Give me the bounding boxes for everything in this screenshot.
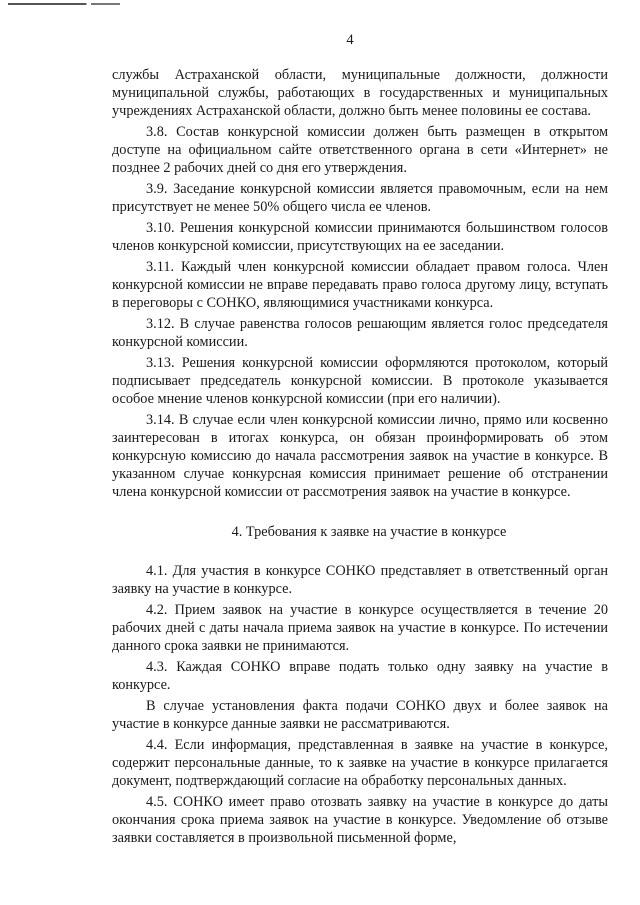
paragraph-4-3: 4.3. Каждая СОНКО вправе подать только одну заявку на участие в конкурсе. (112, 659, 608, 693)
document-body (112, 66, 608, 850)
paragraph-4-2: 4.2. Прием заявок на участие в конкурсе осуществляется в течение 20 рабочих дней с даты начала приема заявок на участие в конкурсе. По истечении данного срока заявки не принимаются. (112, 602, 608, 654)
section-heading: 4. Требования к заявке на участие в конкурсе (231, 524, 507, 540)
paragraph-3-13: 3.13. Решения конкурсной комиссии оформляются протоколом, который подписывает председатель конкурсной комиссии. В протоколе указывается особое мнение членов конкурсной комиссии (при его наличии). (112, 355, 608, 407)
paragraph-3-10: 3.10. Решения конкурсной комиссии принимаются большинством голосов членов конкурсной комиссии, присутствующих на ее заседании. (112, 220, 608, 254)
paragraph-3-8: 3.8. Состав конкурсной комиссии должен быть размещен в открытом доступе на официальном сайте ответственного органа в сети «Интернет» не позднее 2 рабочих дней со дня его утверждения. (112, 124, 608, 176)
paragraph-3-9: 3.9. Заседание конкурсной комиссии является правомочным, если на нем присутствует не менее 50% общего числа ее членов. (112, 181, 608, 215)
paragraph-3-12: 3.12. В случае равенства голосов решающим является голос председателя конкурсной комиссии. (112, 316, 608, 350)
scan-edge-mark (8, 3, 120, 5)
paragraph-4-4: 4.4. Если информация, представленная в заявке на участие в конкурсе, содержит персональные данные, то к заявке на участие в конкурсе прилагается документ, подтверждающий согласие на обработку персональных данных. (112, 737, 608, 789)
page-number: 4 (346, 32, 354, 48)
paragraph-4-3-second: В случае установления факта подачи СОНКО двух и более заявок на участие в конкурсе данные заявки не рассматриваются. (112, 698, 608, 732)
paragraph-3-7-continuation: службы Астраханской области, муниципальные должности, должности муниципальной службы, работающих в государственных и муниципальных учреждениях Астраханской области, должно быть менее половины ее состава. (112, 67, 608, 119)
paragraph-4-5: 4.5. СОНКО имеет право отозвать заявку на участие в конкурсе до даты окончания срока приема заявок на участие в конкурсе. Уведомление об отзыве заявки составляется в произвольной письменной форме, (112, 794, 608, 846)
paragraph-3-14: 3.14. В случае если член конкурсной комиссии лично, прямо или косвенно заинтересован в итогах конкурса, он обязан проинформировать об этом конкурсную комиссию до начала рассмотрения заявок на участие в конкурсе. В указанном случае конкурсная комиссия принимает решение об отстранении члена конкурсной комиссии от рассмотрения заявок на участие в конкурсе. (112, 412, 608, 500)
paragraph-3-11: 3.11. Каждый член конкурсной комиссии обладает правом голоса. Член конкурсной комиссии не вправе передавать право голоса другому лицу, вступать в переговоры с СОНКО, являющимися участниками конкурса. (112, 259, 608, 311)
paragraph-4-1: 4.1. Для участия в конкурсе СОНКО представляет в ответственный орган заявку на участие в конкурсе. (112, 563, 608, 597)
